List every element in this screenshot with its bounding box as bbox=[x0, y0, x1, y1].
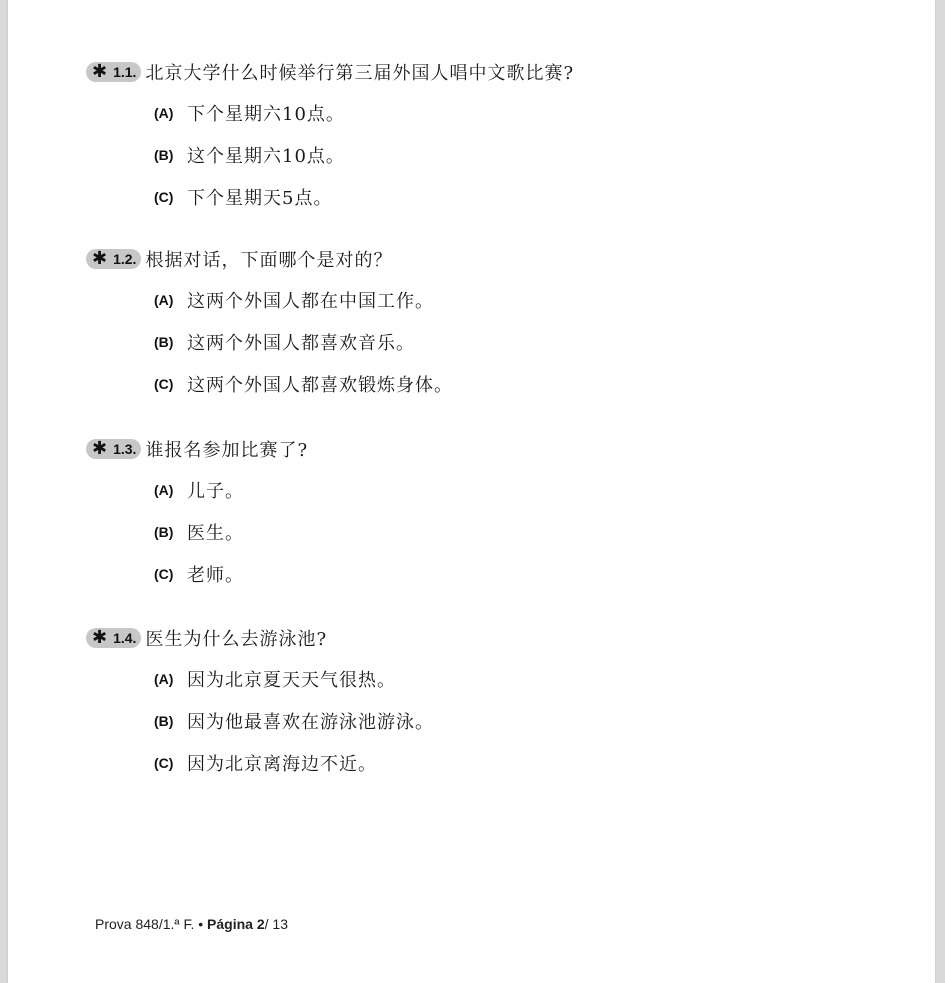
option-a bbox=[154, 101, 345, 125]
option-c bbox=[154, 372, 453, 396]
option-text: 因为他最喜欢在游泳池游泳。 bbox=[187, 712, 434, 733]
option-text: 下个星期六10点。 bbox=[187, 104, 345, 125]
option-c bbox=[154, 751, 377, 775]
option-text: 下个星期天5点。 bbox=[187, 188, 333, 209]
option-text: 这两个外国人都喜欢音乐。 bbox=[187, 333, 415, 354]
question-header bbox=[86, 246, 392, 272]
option-letter: (C) bbox=[154, 376, 174, 392]
asterisk-icon: ✱ bbox=[92, 61, 108, 82]
option-text: 儿子。 bbox=[187, 481, 244, 502]
document-page bbox=[8, 0, 935, 983]
option-b bbox=[154, 330, 415, 354]
footer-page-total: / 13 bbox=[264, 916, 288, 932]
question-number: 1.3. bbox=[113, 441, 137, 457]
option-letter: (B) bbox=[154, 713, 174, 729]
option-c bbox=[154, 185, 332, 209]
option-text: 这两个外国人都喜欢锻炼身体。 bbox=[187, 375, 453, 396]
option-letter: (B) bbox=[154, 147, 174, 163]
option-b bbox=[154, 709, 434, 733]
question-text: 谁报名参加比赛了? bbox=[145, 440, 309, 461]
option-a bbox=[154, 667, 396, 691]
question-header bbox=[86, 59, 574, 85]
option-letter: (A) bbox=[154, 292, 174, 308]
option-text: 这两个外国人都在中国工作。 bbox=[187, 291, 434, 312]
page-footer bbox=[95, 916, 288, 932]
option-letter: (C) bbox=[154, 566, 174, 582]
option-letter: (C) bbox=[154, 755, 174, 771]
footer-exam-code: Prova 848/1.ª F. • bbox=[95, 916, 208, 932]
option-c bbox=[154, 562, 244, 586]
option-b bbox=[154, 520, 244, 544]
asterisk-icon: ✱ bbox=[92, 248, 108, 269]
question-number: 1.4. bbox=[113, 630, 137, 646]
question-number: 1.1. bbox=[113, 64, 137, 80]
question-number-badge bbox=[86, 62, 141, 82]
option-text: 老师。 bbox=[187, 565, 244, 586]
option-letter: (A) bbox=[154, 482, 174, 498]
question-number-badge bbox=[86, 249, 141, 269]
question-number: 1.2. bbox=[113, 251, 137, 267]
option-letter: (B) bbox=[154, 334, 174, 350]
option-a bbox=[154, 478, 244, 502]
question-text: 北京大学什么时候举行第三届外国人唱中文歌比赛? bbox=[145, 63, 575, 84]
option-letter: (B) bbox=[154, 524, 174, 540]
question-header bbox=[86, 436, 308, 462]
option-text: 医生。 bbox=[187, 523, 244, 544]
question-header bbox=[86, 625, 327, 651]
option-text: 这个星期六10点。 bbox=[187, 146, 345, 167]
question-number-badge bbox=[86, 439, 141, 459]
option-letter: (A) bbox=[154, 671, 174, 687]
footer-page-label: Página 2 bbox=[207, 916, 265, 932]
question-number-badge bbox=[86, 628, 141, 648]
option-letter: (C) bbox=[154, 189, 174, 205]
asterisk-icon: ✱ bbox=[92, 627, 108, 648]
question-text: 根据对话，下面哪个是对的？ bbox=[145, 250, 393, 271]
option-text: 因为北京夏天天气很热。 bbox=[187, 670, 396, 691]
asterisk-icon: ✱ bbox=[92, 438, 108, 459]
question-text: 医生为什么去游泳池? bbox=[145, 629, 328, 650]
option-text: 因为北京离海边不近。 bbox=[187, 754, 377, 775]
option-b bbox=[154, 143, 345, 167]
option-a bbox=[154, 288, 434, 312]
option-letter: (A) bbox=[154, 105, 174, 121]
